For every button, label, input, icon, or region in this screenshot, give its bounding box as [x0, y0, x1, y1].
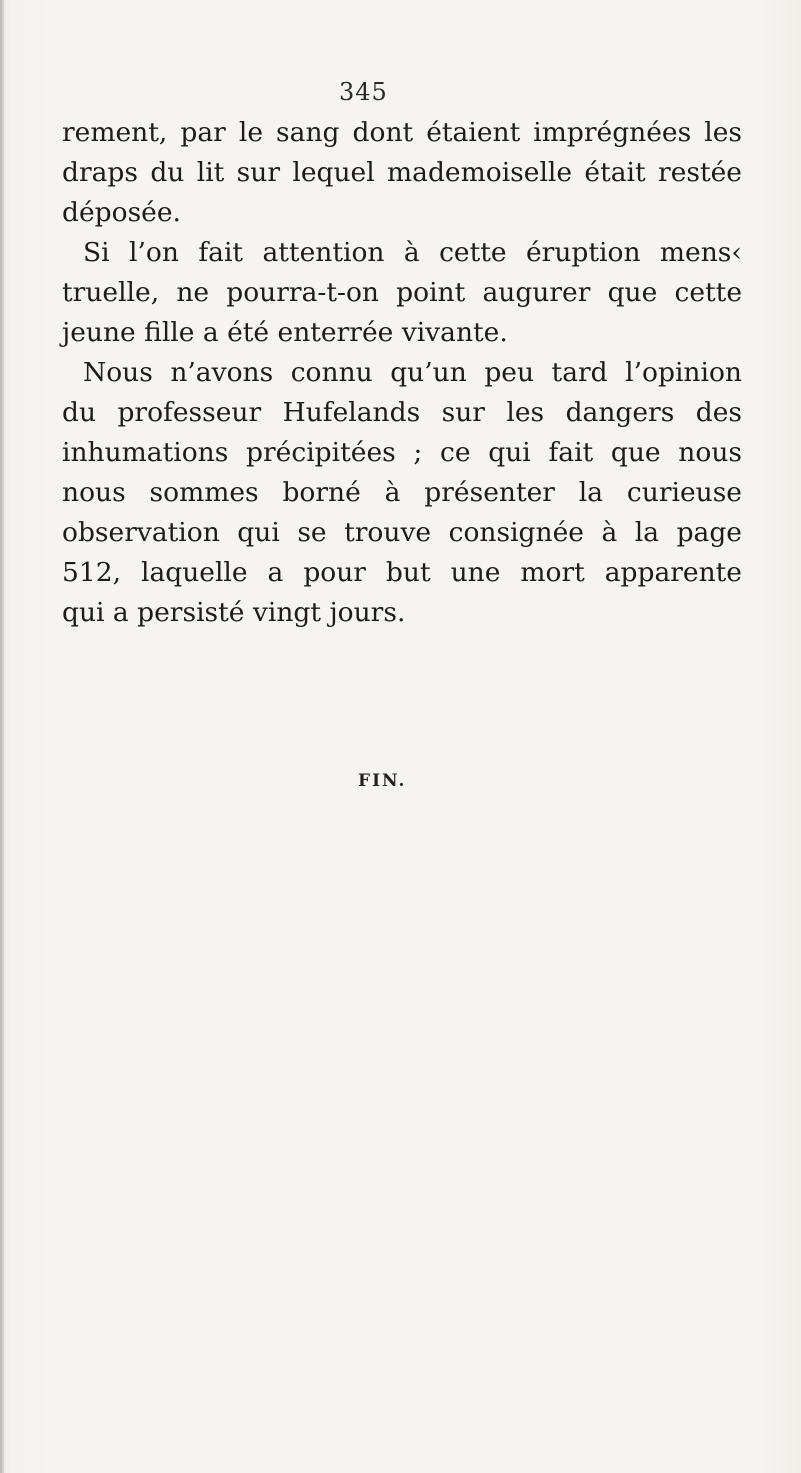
text-line: observation qui se trouve consignée à la page — [62, 517, 742, 548]
text-line: inhumations précipitées ; ce qui fait que nous — [62, 437, 742, 468]
text-line: draps du lit sur lequel mademoiselle était restée — [62, 157, 742, 188]
text-line: déposée. — [62, 197, 181, 228]
text-line: jeune fille a été enterrée vivante. — [62, 317, 508, 348]
page-binding-edge — [0, 0, 4, 1473]
text-line: Nous n’avons connu qu’un peu tard l’opinion — [83, 357, 742, 388]
body-text — [62, 113, 742, 633]
text-line: qui a persisté vingt jours. — [62, 597, 406, 628]
text-line: nous sommes borné à présenter la curieuse — [62, 477, 742, 508]
text-line: Si l’on fait attention à cette éruption mens‹ — [83, 237, 742, 268]
text-line: rement, par le sang dont étaient imprégnées les — [62, 117, 742, 148]
page-number: 345 — [339, 78, 388, 106]
text-line: 512, laquelle a pour but une mort apparente — [62, 557, 742, 588]
end-mark: FIN. — [358, 771, 407, 791]
text-line: du professeur Hufelands sur les dangers des — [62, 397, 742, 428]
text-line: truelle, ne pourra-t-on point augurer que cette — [62, 277, 742, 308]
